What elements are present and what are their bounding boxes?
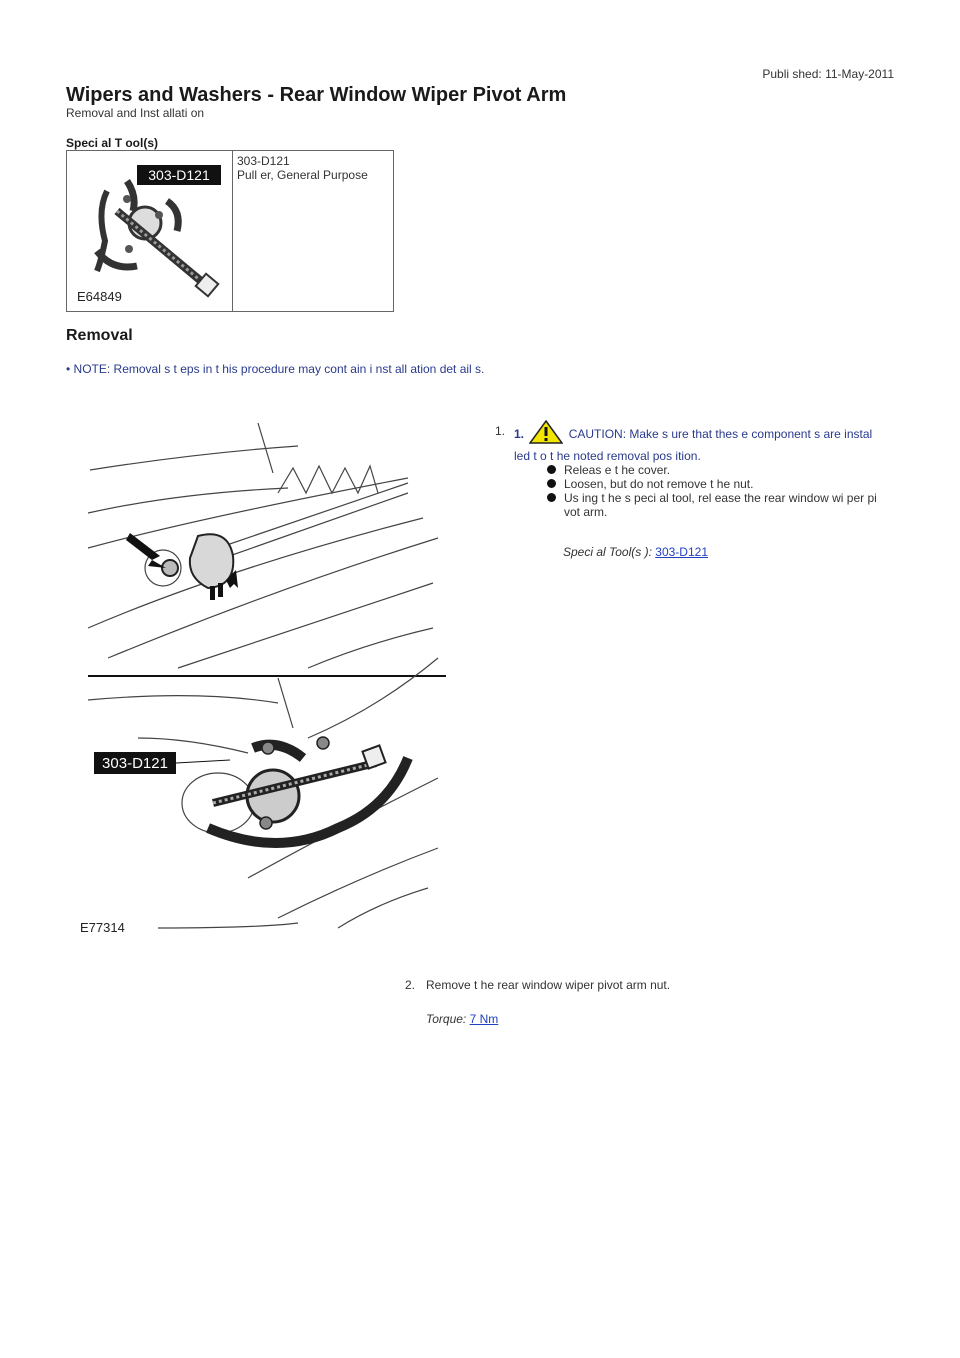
- tool-description: [237, 154, 368, 182]
- tool-image-label: E64849: [77, 289, 122, 304]
- torque-value-link[interactable]: 7 Nm: [469, 1012, 499, 1026]
- step-2-number: 2.: [405, 978, 416, 992]
- removal-figure: [78, 408, 450, 940]
- removal-note: • NOTE: Removal s t eps in t his procedure may cont ain i nst all ation det ail s.: [66, 362, 485, 376]
- removal-illustration: [78, 408, 450, 940]
- list-item: [547, 477, 887, 491]
- published-date: Publi shed: 11-May-2011: [762, 67, 894, 81]
- special-tools-table: [66, 150, 394, 312]
- tool-image-cell: [67, 151, 233, 311]
- step-1-caution-text: CAUTION: Make s ure that thes e component s are instal led t o t he noted removal pos ition.: [514, 427, 873, 463]
- list-item-text: Loosen, but do not remove t he nut.: [564, 477, 754, 491]
- special-tools-heading: Speci al T ool(s): [66, 136, 159, 150]
- puller-tool-illustration: [67, 151, 232, 311]
- list-item: [547, 491, 887, 519]
- special-tool-link[interactable]: 303-D121: [655, 545, 708, 559]
- step-1-prefix: 1.: [514, 427, 525, 441]
- bullet-icon: [547, 493, 556, 502]
- warning-icon: [529, 420, 563, 448]
- step-2-torque: [426, 1012, 498, 1026]
- step-2-text: Remove t he rear window wiper pivot arm nut.: [426, 978, 671, 992]
- list-item-text: Us ing t he s peci al tool, rel ease the rear window wi per pi vot arm.: [564, 491, 877, 519]
- tool-badge-text: 303-D121: [148, 167, 210, 183]
- tool-code: 303-D121: [237, 154, 290, 168]
- list-item: [547, 463, 887, 477]
- bullet-icon: [547, 479, 556, 488]
- bullet-icon: [547, 465, 556, 474]
- tool-name: Pull er, General Purpose: [237, 168, 368, 182]
- special-tools-label: Speci al Tool(s ):: [563, 545, 652, 559]
- figure-label: E77314: [80, 920, 125, 935]
- step-1-caution: [514, 420, 884, 464]
- page-subtitle: Removal and Inst allati on: [66, 106, 205, 120]
- page-title: Wipers and Washers - Rear Window Wiper Pivot Arm: [66, 84, 567, 106]
- step-1-number: 1.: [495, 424, 506, 438]
- figure-badge-text: 303-D121: [102, 755, 168, 772]
- step-1-special-tools: [563, 545, 708, 559]
- step-1-bullets: [547, 463, 887, 519]
- removal-heading: Removal: [66, 327, 133, 344]
- list-item-text: Releas e t he cover.: [564, 463, 671, 477]
- torque-label: Torque:: [426, 1012, 467, 1026]
